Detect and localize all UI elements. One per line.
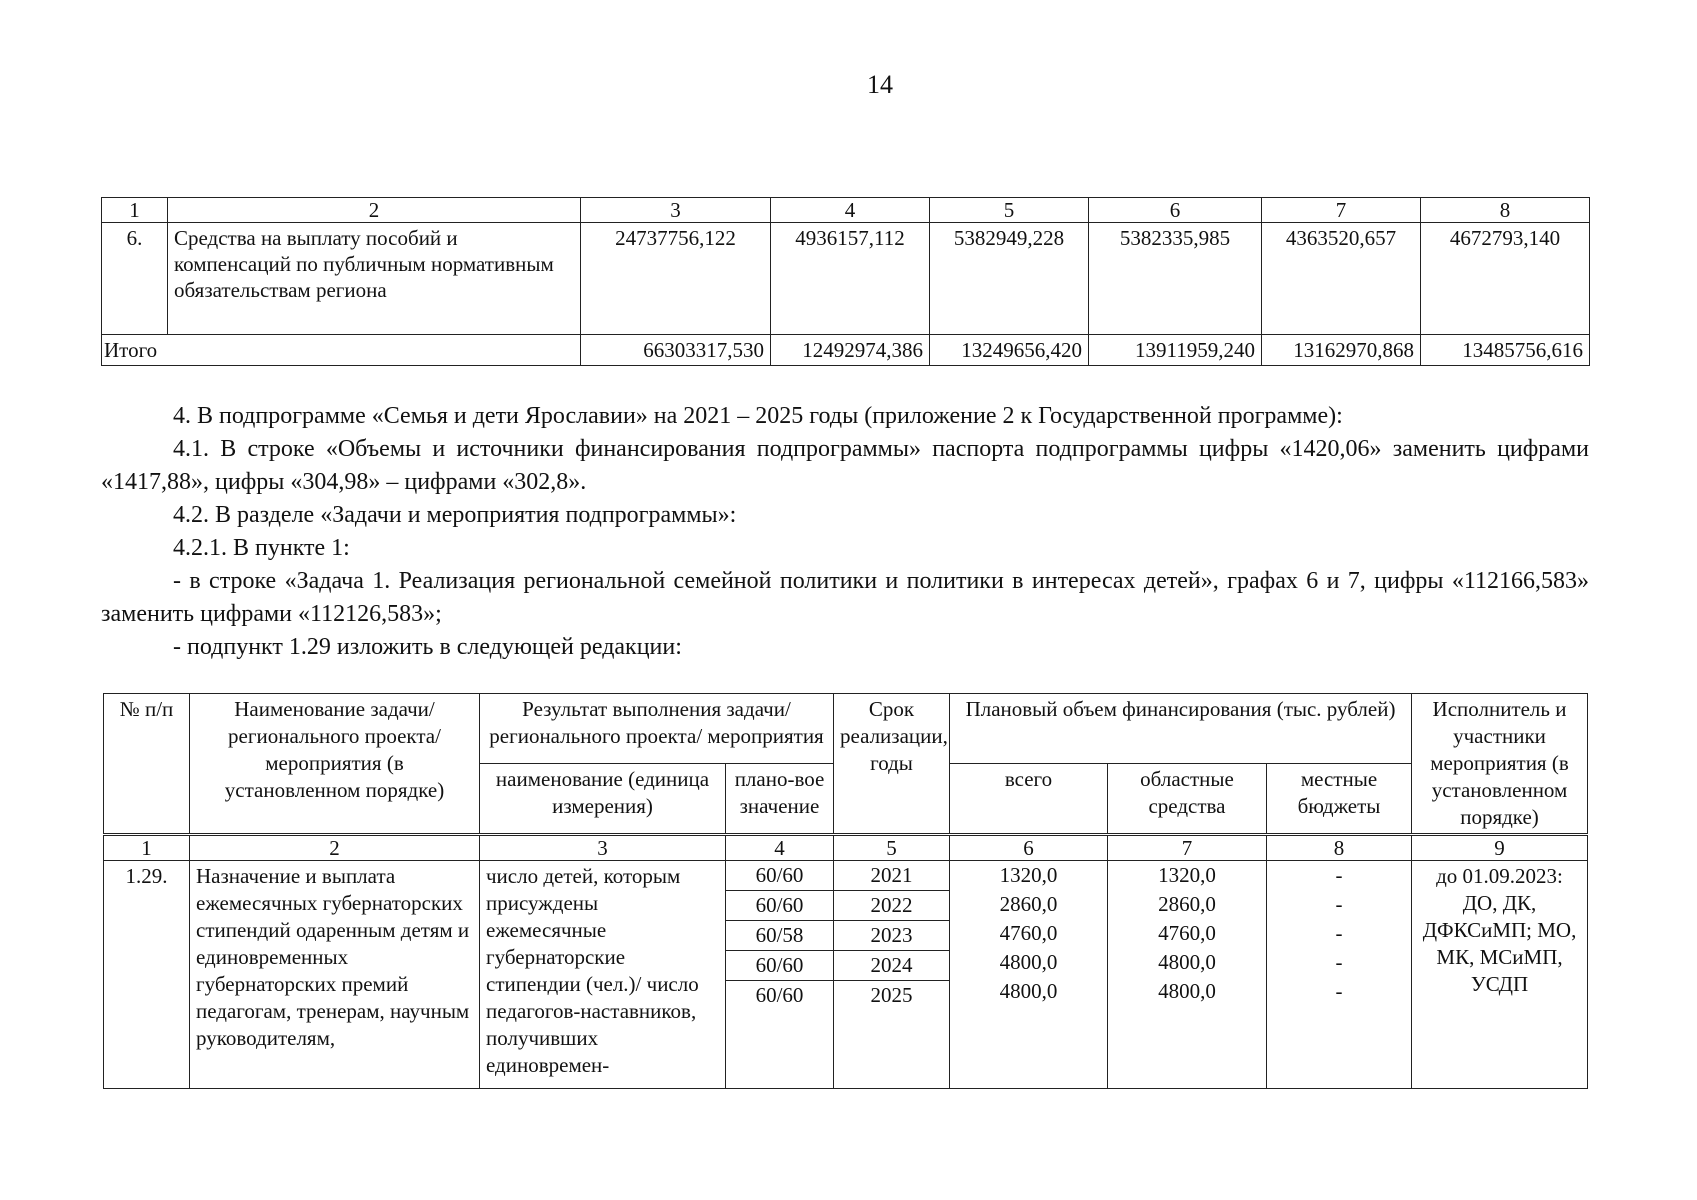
local-values <box>1267 861 1412 1089</box>
page-number: 14 <box>867 70 893 99</box>
body-text <box>101 400 1589 664</box>
paragraph: - в строке «Задача 1. Реализация региональной семейной политики и политики в интересах детей», графах 6 и 7, цифры «112166,583» заменить цифрами «112126,583»; <box>101 568 1589 627</box>
column-number: 6 <box>950 835 1108 861</box>
header-executor: Исполнитель и участники мероприятия (в установленном порядке) <box>1412 694 1588 835</box>
measure-name: Назначение и выплата ежемесячных губернаторских стипендий одаренным детям и единовременных губернаторских премий педагогам, тренерам, научным руководителям, <box>190 861 480 1089</box>
total-label: Итого <box>102 335 581 366</box>
table-row <box>104 861 1588 1089</box>
result-name: число детей, которым присуждены ежемесячные губернаторские стипендии (чел.)/ число педагогов-наставников, получивших единовремен- <box>480 861 726 1089</box>
row-number: 6. <box>102 223 168 335</box>
column-number: 3 <box>480 835 726 861</box>
column-number: 2 <box>190 835 480 861</box>
total-value: 13485756,616 <box>1421 335 1590 366</box>
column-number: 1 <box>104 835 190 861</box>
top-header-cell: 2 <box>168 198 581 223</box>
total-value: 1320,0 <box>999 863 1058 887</box>
total-value: 13162970,868 <box>1262 335 1421 366</box>
year: 2024 <box>834 951 949 981</box>
local-value: - <box>1335 892 1343 916</box>
plan-values <box>726 861 834 1089</box>
top-header-cell: 1 <box>102 198 168 223</box>
top-header-cell: 3 <box>581 198 771 223</box>
top-header-cell: 4 <box>771 198 930 223</box>
column-number: 7 <box>1108 835 1267 861</box>
regional-value: 4760,0 <box>1158 921 1216 945</box>
top-header-cell: 8 <box>1421 198 1590 223</box>
total-value: 66303317,530 <box>581 335 771 366</box>
year: 2022 <box>834 891 949 921</box>
value-cell: 24737756,122 <box>581 223 771 335</box>
row-number: 1.29. <box>104 861 190 1089</box>
local-value: - <box>1335 863 1343 887</box>
total-value: 13249656,420 <box>930 335 1089 366</box>
header-row <box>104 694 1588 764</box>
top-header-cell: 6 <box>1089 198 1262 223</box>
header-local: местные бюджеты <box>1267 763 1412 834</box>
regional-value: 4800,0 <box>1158 950 1216 974</box>
plan-value: 60/60 <box>726 891 833 921</box>
paragraph: - подпункт 1.29 изложить в следующей редакции: <box>173 634 682 660</box>
plan-value: 60/60 <box>726 861 833 891</box>
column-number: 4 <box>726 835 834 861</box>
regional-values <box>1108 861 1267 1089</box>
header-result-name: наименование (единица измерения) <box>480 763 726 834</box>
paragraph: 4. В подпрограмме «Семья и дети Ярославии» на 2021 – 2025 годы (приложение 2 к Государственной программе): <box>173 403 1343 429</box>
local-value: - <box>1335 979 1343 1003</box>
year: 2021 <box>834 861 949 891</box>
value-cell: 5382949,228 <box>930 223 1089 335</box>
header-result-plan: плано-вое значение <box>726 763 834 834</box>
value-cell: 4363520,657 <box>1262 223 1421 335</box>
header-total: всего <box>950 763 1108 834</box>
year: 2023 <box>834 921 949 951</box>
local-value: - <box>1335 921 1343 945</box>
regional-value: 4800,0 <box>1158 979 1216 1003</box>
regional-value: 1320,0 <box>1158 863 1216 887</box>
total-value: 12492974,386 <box>771 335 930 366</box>
table-row <box>102 223 1590 335</box>
paragraph: 4.2.1. В пункте 1: <box>173 535 350 561</box>
total-value: 13911959,240 <box>1089 335 1262 366</box>
value-cell: 4672793,140 <box>1421 223 1590 335</box>
value-cell: 4936157,112 <box>771 223 930 335</box>
header-regional: областные средства <box>1108 763 1267 834</box>
regional-value: 2860,0 <box>1158 892 1216 916</box>
header-term: Срок реализации, годы <box>834 694 950 835</box>
header-num: № п/п <box>104 694 190 835</box>
total-value: 4760,0 <box>999 921 1058 945</box>
year: 2025 <box>870 983 913 1007</box>
header-funding: Плановый объем финансирования (тыс. рублей) <box>950 694 1412 764</box>
paragraph: 4.1. В строке «Объемы и источники финансирования подпрограммы» паспорта подпрограммы цифры «1420,06» заменить цифрами «1417,88», цифры «304,98» – цифрами «302,8». <box>101 436 1589 495</box>
row-name: Средства на выплату пособий и компенсаций по публичным нормативным обязательствам региона <box>168 223 581 335</box>
top-header-cell: 7 <box>1262 198 1421 223</box>
column-number-row <box>104 835 1588 861</box>
paragraph: 4.2. В разделе «Задачи и мероприятия подпрограммы»: <box>173 502 737 528</box>
local-value: - <box>1335 950 1343 974</box>
years <box>834 861 950 1089</box>
measures-table <box>103 693 1588 1089</box>
top-header-cell: 5 <box>930 198 1089 223</box>
header-result: Результат выполнения задачи/ регионального проекта/ мероприятия <box>480 694 834 764</box>
top-table <box>101 197 1590 366</box>
value-cell: 5382335,985 <box>1089 223 1262 335</box>
total-value: 2860,0 <box>999 892 1058 916</box>
column-number: 9 <box>1412 835 1588 861</box>
total-value: 4800,0 <box>999 950 1058 974</box>
plan-value: 60/58 <box>726 921 833 951</box>
column-number: 8 <box>1267 835 1412 861</box>
total-row <box>102 335 1590 366</box>
executor: до 01.09.2023: ДО, ДК, ДФКСиМП; МО, МК, МСиМП, УСДП <box>1412 861 1588 1089</box>
top-table-header-row <box>102 198 1590 223</box>
plan-value: 60/60 <box>726 951 833 981</box>
total-value: 4800,0 <box>999 979 1058 1003</box>
total-values <box>950 861 1108 1089</box>
header-name: Наименование задачи/ регионального проекта/ мероприятия (в установленном порядке) <box>190 694 480 835</box>
plan-value: 60/60 <box>755 983 804 1007</box>
column-number: 5 <box>834 835 950 861</box>
